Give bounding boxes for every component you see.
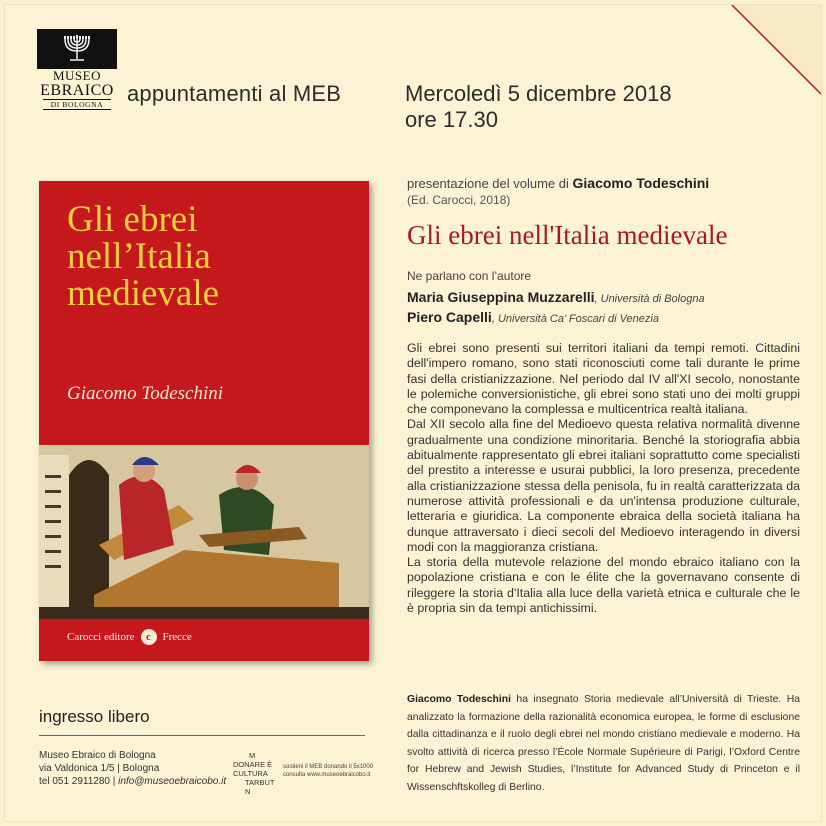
description-paragraph: Gli ebrei sono presenti sui territori italiani da tempi remoti. Cittadini dell'impero romano, sono stati riconosciuti come tali durante le prime fasi della cristianizzazione. Nel periodo dal IV all'XI secolo, nonostante le polemiche conversionistiche, gli ebrei sono stati uno dei molti gruppi che componevano la complessa e multicentrica realtà italiana. [407, 341, 800, 417]
corner-fold [733, 5, 821, 93]
cover-title-line: Gli ebrei [67, 199, 198, 240]
series-title: appuntamenti al MEB [127, 81, 342, 106]
event-title: Gli ebrei nell'Italia medievale [407, 220, 728, 250]
donation-note-line: consulta www.museoebraicobo.it [283, 772, 371, 778]
speaker-name: Piero Capelli [407, 309, 492, 325]
cover-title-line: medievale [67, 273, 220, 314]
divider [39, 735, 365, 736]
intro-author: Giacomo Todeschini [572, 175, 710, 191]
donare-slogan: DONARE È CULTURA [233, 760, 273, 778]
email-link[interactable]: info@museoebraicobo.it [118, 776, 227, 787]
description-paragraph: La storia della mutevole relazione del mondo ebraico italiano con la popolazione cristiana e con le élite che la governavano consente di rileggere la storia d'Italia alla luce della varietà etnica e culturale che le è propria sin da tempi antichissimi. [407, 555, 800, 616]
donation-note-line: sostieni il MEB donando il 5x1000 [283, 764, 374, 770]
cover-title [67, 201, 357, 312]
speaker-affiliation: Università Ca’ Foscari di Venezia [497, 313, 659, 325]
edition-info: (Ed. Carocci, 2018) [407, 193, 511, 207]
phone: tel 051 2911280 | [39, 776, 119, 787]
cover-author: Giacomo Todeschini [67, 383, 224, 404]
logo-line-city: DI BOLOGNA [43, 99, 111, 110]
publisher-logo-icon: c [141, 629, 157, 645]
collection-name: Frecce [162, 631, 192, 643]
flyer-page [4, 4, 822, 822]
cover-publisher [67, 629, 192, 645]
event-date: Mercoledì 5 dicembre 2018 [405, 81, 672, 106]
contact-info [39, 749, 226, 788]
donare-mark: M [249, 751, 256, 760]
bio-text: ha insegnato Storia medievale all’Università di Trieste. Ha analizzato la formazione della razionalità economica europea, le forme di esclusione dalla cittadinanza e il ruolo degli ebrei nel mondo cristiano medievale e moderno. Ha svolto attività di ricerca presso l’École Normale Supérieure di Parigi, l’Oxford Centre for Hebrew and Jewish Studies, l’Institute for Advanced Study di Princeton e il Wissenschftskolleg di Berlino. [407, 694, 801, 793]
publisher-name: Carocci editore [67, 631, 135, 643]
free-entry: ingresso libero [39, 707, 150, 726]
logo-line-museo: MUSEO [52, 68, 101, 83]
donare-tarbut: TARBUT [245, 778, 275, 787]
bio-name: Giacomo Todeschini [407, 694, 511, 705]
speaker-name: Maria Giuseppina Muzzarelli [407, 289, 595, 305]
speaker-affiliation: Università di Bologna [600, 293, 705, 305]
speaker-1: Maria Giuseppina Muzzarelli, Università di Bologna [407, 289, 705, 305]
event-time: ore 17.30 [405, 107, 498, 132]
cover-illustration [39, 435, 369, 619]
speaker-2: Piero Capelli, Università Ca’ Foscari di Venezia [407, 309, 659, 325]
org-name: Museo Ebraico di Bologna [39, 750, 156, 761]
description [407, 341, 800, 616]
description-paragraph: Dal XII secolo alla fine del Medioevo questa relativa normalità divenne gradualmente una condizione minoritaria. Benché la storiografia abbia abitualmente rappresentato gli ebrei italiani soprattutto come specialisti del prestito a interesse e usurai pubblici, la loro presenza, precedente alla cristianizzazione stessa della penisola, fu in realtà caratterizzata da numerose attività professionali e da un'intensa produzione culturale, letteraria e giuridica. La componente ebraica della società italiana ha dunque attraversato i dieci secoli del Medioevo interagendo in diversi modi con la maggioranza cristiana. [407, 417, 800, 554]
donare-mark: N [245, 787, 251, 796]
donation-note [283, 763, 383, 779]
menorah-icon [37, 29, 117, 69]
presentation-intro [407, 175, 709, 191]
address: via Valdonica 1/5 | Bologna [39, 763, 160, 774]
museum-logo [37, 29, 117, 109]
cover-title-line: nell’Italia [67, 236, 211, 277]
logo-line-ebraico: EBRAICO [40, 82, 114, 99]
event-datetime [405, 81, 672, 133]
speakers-lead: Ne parlano con l’autore [407, 269, 532, 283]
book-cover [39, 181, 369, 661]
author-bio [407, 691, 800, 797]
intro-lead: presentazione del volume di [407, 176, 573, 191]
